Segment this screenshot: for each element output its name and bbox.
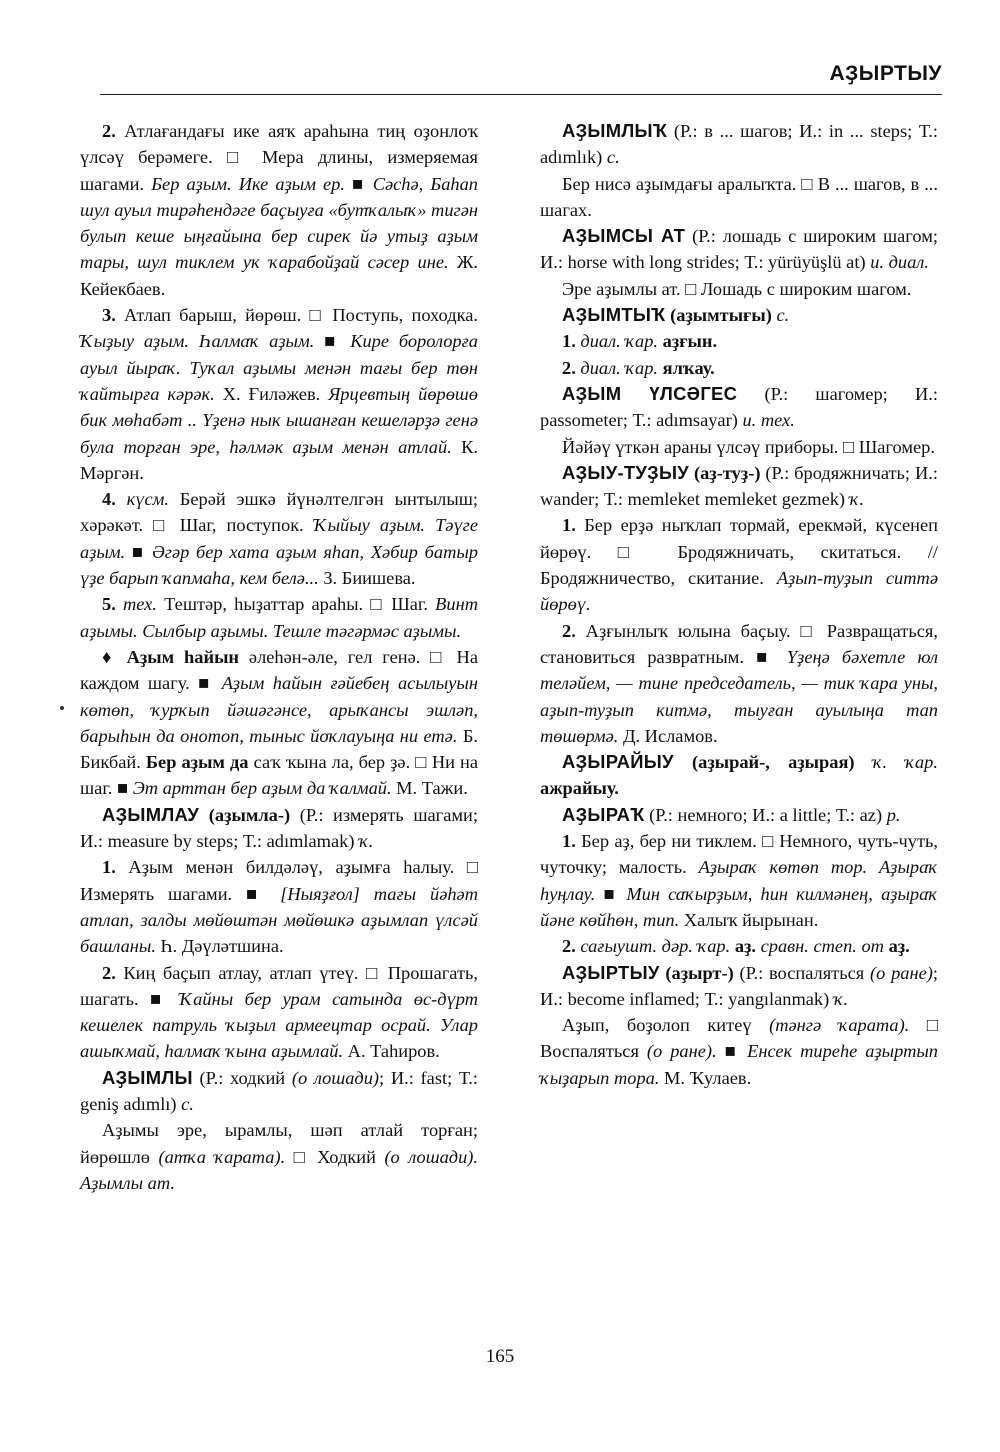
- text-run: 1.: [562, 831, 576, 852]
- headword: АҘЫМСЫ АТ: [562, 225, 686, 247]
- dictionary-paragraph: [540, 828, 938, 933]
- text-run: Һ. Дәүләтшина.: [155, 936, 284, 957]
- dictionary-paragraph: [540, 328, 938, 354]
- dictionary-paragraph: [540, 434, 938, 460]
- text-run: Аҙғынлыҡ юлына баҫыу. □ Развращаться, становиться развратным. ■: [540, 620, 938, 667]
- text-run: р.: [886, 804, 901, 825]
- text-run: диал. ҡар.: [580, 331, 659, 352]
- dictionary-paragraph: [540, 460, 938, 513]
- text-run: 2.: [102, 962, 116, 983]
- text-run: ҡ.: [833, 988, 849, 1009]
- text-run: (Р.: воспаляться: [733, 962, 870, 983]
- text-run: ; И.: fast; Т.: geniş adımlı): [80, 1067, 478, 1114]
- text-run: күсм.: [126, 489, 169, 510]
- text-run: 2.: [562, 357, 576, 378]
- text-run: ■: [314, 331, 351, 352]
- text-run: Винт аҙымы. Сылбыр аҙымы. Тешле тәгәрмәс аҙымы.: [80, 594, 478, 641]
- text-run: Тештәр, һыҙаттар араһы. □ Шаг.: [156, 594, 436, 615]
- text-run: 1.: [102, 857, 116, 878]
- headword: АҘЫМТЫҠ: [562, 304, 666, 326]
- headword: АҘЫМ ҮЛСӘГЕС: [562, 382, 738, 404]
- text-run: К. Мәргән.: [80, 436, 478, 483]
- text-run: Аҙым һайын ғәйебең асылыуын көтөп, ҡурҡып йәшәгәнсе, арыҡансы эшләп, барыһын да онотоп, тыныс йоҡлауыңа ни етә.: [80, 673, 478, 746]
- text-run: Киң баҫып атлау, атлап үтеү. □ Прошагать, шагать. ■: [80, 962, 478, 1009]
- dictionary-paragraph: [80, 118, 478, 302]
- left-column: [80, 118, 478, 1196]
- text-run: Х. Ғиләжев.: [214, 383, 329, 404]
- dictionary-paragraph: [540, 171, 938, 224]
- text-run: (о ране): [870, 962, 933, 983]
- text-run: (аҙымла-): [199, 804, 291, 825]
- text-run: Мин саҡырҙым, һин килмәнең, аҙыраҡ йәне көйһөн, тип.: [540, 883, 938, 930]
- text-run: әлеһән-әле, гел генә. □ На каждом шагу. ■: [80, 646, 478, 694]
- text-run: (аҙырт-): [659, 962, 734, 983]
- text-run: ялҡау.: [662, 357, 715, 378]
- dictionary-paragraph: [80, 1065, 478, 1118]
- text-run: (Р.: измерять шагами; И.: measure by steps; Т.: adımlamak): [80, 804, 478, 852]
- dictionary-paragraph: [80, 591, 478, 644]
- text-run: Аҙыраҡ көтөп тор. Аҙыраҡ һуңлау.: [540, 857, 938, 904]
- dictionary-paragraph: [540, 355, 938, 381]
- text-run: 2.: [562, 936, 576, 957]
- text-run: Халыҡ йырынан.: [679, 909, 819, 930]
- text-run: (о ране).: [646, 1041, 717, 1062]
- running-head: АҘЫРТЫУ: [829, 62, 942, 85]
- text-run: (Р.: немного; И.: a little; Т.: az): [644, 804, 887, 825]
- text-run: (атҡа ҡарата).: [158, 1146, 286, 1167]
- dictionary-paragraph: [80, 486, 478, 591]
- text-run: Б. Бикбай.: [80, 725, 478, 773]
- text-run: ■: [125, 541, 152, 562]
- page-header: [100, 60, 942, 95]
- text-run: Ярцевтың йөрөшө бик мөһабәт .. Үҙенә нык ышанған кешеләрҙә генә була торған эре, һәлмәк аҙым менән атлай.: [80, 383, 478, 457]
- text-run: ; И.: become inflamed; Т.: yangılanmak): [540, 962, 939, 1009]
- dictionary-paragraph: [540, 1012, 938, 1091]
- text-run: саҡ ҡына ла, бер ҙә. □ Ни на шаг. ■: [80, 752, 479, 799]
- text-run: [855, 752, 873, 772]
- text-run: [Ныяҙғол] тағы йәһәт атлап, залды мөйөштән мөйөшкә аҙымлап үлсәй башланы.: [80, 883, 478, 957]
- text-run: 1.: [562, 331, 576, 352]
- text-run: Аҙып-туҙып ситтә йөрөү.: [540, 568, 938, 615]
- text-run: Эт арттан бер аҙым да ҡалмай.: [132, 778, 392, 799]
- text-run: [116, 489, 127, 509]
- text-run: [116, 594, 123, 614]
- text-run: Кире боролорға ауыл йыраҡ. Туҡал аҙымы менән тағы бер төн ҡайтырға кәрәк.: [80, 331, 478, 404]
- text-run: Әгәр бер хата аҙым яһап, Хәбир батыр үҙе барып ҡапмаһа, кем белә...: [80, 541, 479, 589]
- text-run: Йәйәү үткән араны үлсәү приборы. □ Шагомер.: [562, 436, 935, 457]
- text-run: З. Биишева.: [318, 568, 416, 589]
- dictionary-paragraph: [540, 118, 938, 171]
- text-run: с.: [181, 1093, 194, 1114]
- headword: АҘЫУ-ТУҘЫУ: [562, 461, 690, 483]
- text-run: Аҙым һайын: [126, 646, 240, 667]
- text-run: Үҙеңә бәхетле юл теләйем, — тине председатель, — тик ҡара уны, аҙып-туҙып китмә, тыуған ауылыңа тап төшөрмә.: [540, 646, 938, 746]
- text-run: □ Ходкий: [285, 1146, 385, 1167]
- headword: АҘЫРАҠ: [562, 803, 645, 825]
- text-run: □ Воспаляться: [540, 1015, 938, 1062]
- text-run: 4.: [102, 489, 116, 510]
- text-run: ҡ. ҡар.: [872, 752, 938, 773]
- text-run: аҙғын.: [662, 331, 718, 352]
- text-run: М. Тажи.: [391, 778, 468, 799]
- text-run: (Р.: лошадь с широким шагом; И.: horse with long strides; Т.: yürüyüşlü at): [540, 226, 938, 273]
- text-run: ■: [344, 173, 373, 194]
- text-run: 5.: [102, 594, 116, 615]
- dictionary-paragraph: [80, 1117, 478, 1196]
- headword: АҘЫМЛЫҠ: [562, 120, 668, 141]
- dictionary-paragraph: [80, 302, 478, 486]
- text-run: 3.: [102, 305, 116, 326]
- dictionary-paragraph: [540, 302, 938, 328]
- right-column: [540, 118, 938, 1091]
- text-run: диал. ҡар.: [580, 357, 659, 378]
- dictionary-paragraph: [540, 276, 938, 302]
- text-run: аҙ.: [888, 936, 910, 957]
- text-run: (Р.: в ... шагов; И.: in ... steps; Т.: adımlık): [540, 121, 938, 168]
- text-run: ■: [595, 883, 627, 904]
- dictionary-paragraph: [540, 381, 938, 434]
- text-run: Аҙым менән билдәләү, аҙымға һалыу. □ Измерять шагами. ■: [80, 857, 478, 904]
- text-run: с.: [776, 305, 790, 326]
- text-run: (аҙырай-, аҙырая): [673, 752, 855, 773]
- text-run: с.: [606, 147, 620, 168]
- text-run: Эре аҙымлы ат. □ Лошадь с широким шагом.: [562, 278, 912, 299]
- text-run: Бер аҙым. Ике аҙым ер.: [151, 173, 345, 194]
- text-run: 2.: [562, 620, 576, 641]
- text-run: Аҙып, боҙолоп китеү: [562, 1015, 770, 1036]
- page-number: 165: [485, 1346, 515, 1367]
- dictionary-paragraph: [540, 960, 938, 1013]
- text-run: сағыушт. дәр. ҡар.: [580, 936, 731, 957]
- dictionary-paragraph: [80, 644, 478, 802]
- text-run: (о лошади). Аҙымлы ат.: [80, 1146, 478, 1193]
- text-run: ҡ.: [849, 489, 864, 510]
- text-run: ажрайыу.: [540, 778, 619, 799]
- text-run: (тәнгә ҡарата).: [769, 1015, 910, 1036]
- text-run: (аҙымтығы): [665, 305, 772, 326]
- text-run: Ҡыйыу аҙым. Тәүге аҙым.: [80, 515, 478, 562]
- dictionary-paragraph: [80, 960, 478, 1065]
- text-run: М. Ҡулаев.: [659, 1067, 752, 1088]
- text-run: (Р.: ходкий: [192, 1067, 292, 1088]
- text-run: и. диал.: [870, 252, 929, 273]
- text-run: (Р.: бродяжничать; И.: wander; Т.: memleket memleket gezmek): [540, 462, 938, 510]
- text-run: Бер аҙ, бер ни тиклем. □ Немного, чуть-чуть, чуточку; малость.: [540, 831, 938, 878]
- headword: АҘЫМЛЫ: [102, 1066, 193, 1088]
- text-run: 1.: [562, 515, 576, 536]
- dictionary-paragraph: [540, 802, 938, 828]
- text-run: Ҡыҙыу аҙым. Һалмаҡ аҙым.: [80, 331, 315, 352]
- dictionary-paragraph: [80, 802, 478, 855]
- text-run: А. Таһиров.: [343, 1041, 440, 1062]
- text-run: Берәй эшкә йүнәлтелгән ынтылыш; хәрәкәт. □ Шаг, поступок.: [80, 489, 478, 536]
- text-run: ♦: [102, 646, 127, 667]
- text-run: ■: [716, 1041, 748, 1062]
- headword: АҘЫРАЙЫУ: [562, 751, 674, 773]
- text-run: аҙ.: [734, 936, 757, 957]
- text-run: Ҡайны бер урам сатында өс-дүрт кешелек патруль ҡыҙыл армеецтар осрай. Улар ашыҡмай, һалмаҡ ҡына аҙымлай.: [80, 988, 478, 1062]
- text-run: Енсек тиреһе аҙыртып ҡыҙарып тора.: [540, 1041, 939, 1088]
- dictionary-paragraph: [80, 854, 478, 959]
- stray-dot: [60, 706, 64, 710]
- text-run: Ж. Кейекбаев.: [80, 252, 478, 299]
- dictionary-paragraph: [540, 223, 938, 276]
- text-run: Бер нисә аҙымдағы аралыҡта. □ В ... шагов, в ... шагах.: [540, 173, 938, 220]
- text-run: (Р.: шагомер; И.: passometer; Т.: adımsayar): [540, 383, 939, 431]
- text-run: Сәсһә, Баһап шул ауыл тирәһендәге баҫыуға «бутҡалыҡ» тигән булып кеше ыңғайына бер сирек йә утыҙ аҙым тары, шул тиклем уҡ ҡарабойҙай сәсер ине.: [80, 173, 478, 273]
- text-run: Бер ерҙә ныҡлап тормай, ерекмәй, күсенеп йөрөү. □ Бродяжничать, скитаться. // Бродяжничество, скитание.: [540, 515, 938, 589]
- text-run: Аҙымы эре, ырамлы, шәп атлай торған; йөрөшлө: [80, 1120, 478, 1167]
- dictionary-paragraph: [540, 933, 938, 959]
- text-run: Атлағандағы ике аяҡ араһына тиң оҙонлоҡ үлсәү берәмеге. □ Мера длины, измеряемая шагами.: [80, 121, 478, 194]
- headword: АҘЫМЛАУ: [102, 803, 200, 825]
- text-run: (аҙ-туҙ-): [689, 462, 761, 483]
- dictionary-paragraph: [540, 618, 938, 749]
- dictionary-paragraph: [540, 512, 938, 617]
- text-run: (о лошади): [291, 1067, 380, 1088]
- text-run: Атлап барыш, йөрөш. □ Поступь, походка.: [115, 305, 478, 326]
- text-run: сравн. степ. от: [760, 936, 884, 957]
- text-run: Бер аҙым да: [145, 752, 249, 773]
- text-run: Д. Исламов.: [618, 725, 718, 746]
- headword: АҘЫРТЫУ: [562, 961, 660, 983]
- text-run: тех.: [122, 594, 157, 615]
- dictionary-paragraph: [540, 749, 938, 802]
- text-run: и. тех.: [742, 410, 795, 431]
- text-run: ҡ.: [359, 831, 374, 852]
- text-run: 2.: [102, 121, 116, 141]
